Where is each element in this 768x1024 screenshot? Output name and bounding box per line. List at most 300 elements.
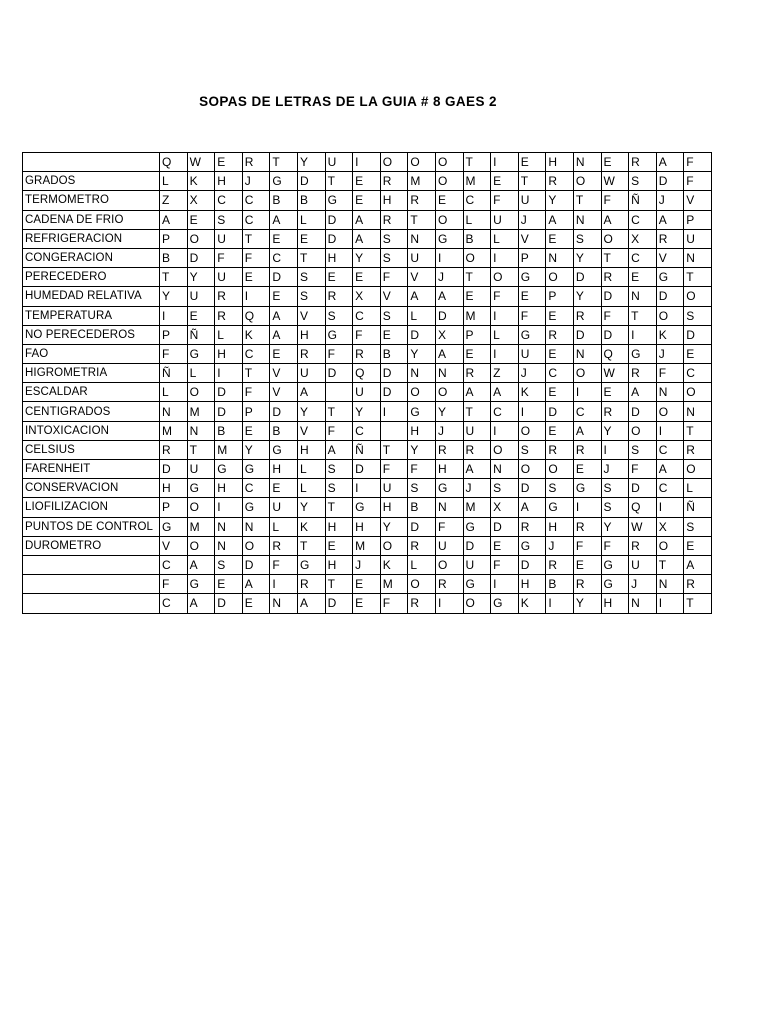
letter-cell: J (518, 210, 546, 229)
letter-cell: D (546, 402, 574, 421)
letter-cell: C (242, 479, 270, 498)
letter-cell: G (187, 344, 215, 363)
letter-cell: E (325, 536, 353, 555)
letter-cell: H (601, 594, 629, 613)
letter-cell: O (684, 287, 712, 306)
letter-cell: E (518, 287, 546, 306)
grid-row (23, 402, 712, 421)
letter-cell: J (629, 575, 657, 594)
letter-cell: P (518, 248, 546, 267)
letter-cell: G (270, 172, 298, 191)
letter-cell: T (601, 248, 629, 267)
letter-cell: T (684, 268, 712, 287)
grid-row (23, 191, 712, 210)
letter-cell: D (215, 402, 243, 421)
letter-cell: Y (573, 287, 601, 306)
letter-cell: I (353, 479, 381, 498)
word-list-cell: ESCALDAR (23, 383, 160, 402)
letter-cell: F (353, 325, 381, 344)
letter-cell: P (463, 325, 491, 344)
letter-cell: N (187, 421, 215, 440)
letter-cell: U (518, 344, 546, 363)
letter-cell (325, 383, 353, 402)
letter-cell: Q (160, 153, 188, 172)
letter-cell: V (656, 248, 684, 267)
letter-cell: G (518, 536, 546, 555)
letter-cell: M (463, 306, 491, 325)
letter-cell: A (463, 383, 491, 402)
letter-cell: E (353, 268, 381, 287)
letter-cell: S (380, 229, 408, 248)
letter-cell: T (297, 248, 325, 267)
letter-cell: O (435, 210, 463, 229)
letter-cell: F (325, 421, 353, 440)
letter-cell: I (601, 440, 629, 459)
letter-cell: G (160, 517, 188, 536)
letter-cell: G (546, 498, 574, 517)
letter-cell: I (242, 287, 270, 306)
letter-cell: D (187, 248, 215, 267)
letter-cell: I (160, 306, 188, 325)
letter-cell: R (601, 402, 629, 421)
letter-cell: T (408, 210, 436, 229)
letter-cell: E (215, 153, 243, 172)
letter-cell: L (160, 383, 188, 402)
letter-cell: O (435, 172, 463, 191)
letter-cell: O (656, 306, 684, 325)
letter-cell: R (215, 287, 243, 306)
letter-cell: N (573, 344, 601, 363)
grid-row (23, 364, 712, 383)
letter-cell: B (408, 498, 436, 517)
letter-cell: V (297, 306, 325, 325)
word-list-cell: PUNTOS DE CONTROL (23, 517, 160, 536)
letter-cell: R (325, 287, 353, 306)
letter-cell: R (684, 440, 712, 459)
letter-cell: N (408, 229, 436, 248)
letter-cell: U (463, 421, 491, 440)
letter-cell: A (629, 383, 657, 402)
letter-cell: J (463, 479, 491, 498)
letter-cell: D (491, 517, 519, 536)
letter-cell: M (353, 536, 381, 555)
letter-cell: C (215, 191, 243, 210)
letter-cell: K (656, 325, 684, 344)
letter-cell: O (518, 460, 546, 479)
letter-cell: N (684, 402, 712, 421)
letter-cell: U (491, 210, 519, 229)
letter-cell: R (573, 517, 601, 536)
letter-cell: H (297, 325, 325, 344)
letter-cell: K (380, 555, 408, 574)
letter-cell: R (408, 536, 436, 555)
letter-cell: U (270, 498, 298, 517)
word-list-cell (23, 575, 160, 594)
letter-cell: O (463, 594, 491, 613)
letter-cell: D (656, 287, 684, 306)
letter-cell: E (270, 344, 298, 363)
letter-cell: C (160, 555, 188, 574)
letter-cell: D (518, 555, 546, 574)
letter-cell: I (491, 153, 519, 172)
letter-cell: A (160, 210, 188, 229)
letter-cell: C (242, 344, 270, 363)
letter-cell: G (435, 229, 463, 248)
word-list-cell (23, 555, 160, 574)
letter-cell: S (629, 172, 657, 191)
letter-cell: G (463, 575, 491, 594)
word-list-cell: CELSIUS (23, 440, 160, 459)
letter-cell: D (325, 229, 353, 248)
letter-cell: D (601, 287, 629, 306)
letter-cell: E (491, 536, 519, 555)
letter-cell: R (270, 536, 298, 555)
letter-cell: R (242, 153, 270, 172)
letter-cell: E (463, 287, 491, 306)
letter-cell: N (435, 498, 463, 517)
letter-cell: Y (160, 287, 188, 306)
letter-cell: E (629, 268, 657, 287)
letter-cell: R (215, 306, 243, 325)
letter-cell: X (491, 498, 519, 517)
letter-cell: B (463, 229, 491, 248)
letter-cell: E (270, 287, 298, 306)
grid-row (23, 325, 712, 344)
letter-cell: G (325, 191, 353, 210)
letter-cell: D (215, 594, 243, 613)
letter-cell: U (463, 555, 491, 574)
letter-cell: L (215, 325, 243, 344)
letter-cell: F (491, 191, 519, 210)
letter-cell: T (684, 421, 712, 440)
letter-cell: E (242, 421, 270, 440)
letter-cell: G (242, 460, 270, 479)
letter-cell: R (573, 575, 601, 594)
letter-cell: B (215, 421, 243, 440)
letter-cell: N (656, 575, 684, 594)
letter-cell: D (380, 364, 408, 383)
letter-cell: T (297, 536, 325, 555)
word-list-cell: FAO (23, 344, 160, 363)
letter-cell: E (546, 344, 574, 363)
letter-cell: Y (380, 517, 408, 536)
grid-row (23, 460, 712, 479)
letter-cell: G (463, 517, 491, 536)
letter-cell: D (353, 460, 381, 479)
letter-cell: R (463, 440, 491, 459)
letter-cell: W (601, 364, 629, 383)
letter-cell: O (601, 229, 629, 248)
letter-cell: Y (297, 402, 325, 421)
letter-cell: V (380, 287, 408, 306)
letter-cell: D (325, 210, 353, 229)
letter-cell: T (380, 440, 408, 459)
letter-cell: G (270, 440, 298, 459)
letter-cell: R (629, 364, 657, 383)
letter-cell: R (546, 172, 574, 191)
word-list-cell: TEMPERATURA (23, 306, 160, 325)
letter-cell: F (601, 306, 629, 325)
letter-cell: S (325, 306, 353, 325)
letter-cell: Z (491, 364, 519, 383)
letter-cell: Y (297, 153, 325, 172)
grid-row (23, 248, 712, 267)
letter-cell: I (656, 594, 684, 613)
grid-row (23, 555, 712, 574)
grid-row (23, 421, 712, 440)
letter-cell: Q (242, 306, 270, 325)
letter-cell: A (270, 325, 298, 344)
letter-cell: E (435, 191, 463, 210)
letter-cell: G (573, 479, 601, 498)
letter-cell: O (573, 364, 601, 383)
letter-cell: O (518, 421, 546, 440)
letter-cell: T (325, 172, 353, 191)
letter-cell: S (297, 268, 325, 287)
grid-row (23, 287, 712, 306)
letter-cell: E (380, 325, 408, 344)
letter-cell: V (270, 364, 298, 383)
letter-cell: G (601, 575, 629, 594)
letter-cell: O (435, 153, 463, 172)
letter-cell: P (160, 325, 188, 344)
letter-cell: W (629, 517, 657, 536)
letter-cell: H (215, 344, 243, 363)
grid-row (23, 383, 712, 402)
grid-row (23, 229, 712, 248)
letter-cell: F (380, 268, 408, 287)
letter-cell: O (187, 229, 215, 248)
letter-cell: D (656, 172, 684, 191)
letter-cell: N (160, 402, 188, 421)
letter-cell: H (215, 172, 243, 191)
letter-cell: V (160, 536, 188, 555)
letter-cell: A (656, 210, 684, 229)
letter-cell: S (629, 440, 657, 459)
letter-cell: Y (353, 248, 381, 267)
letter-cell: T (629, 306, 657, 325)
letter-cell: A (684, 555, 712, 574)
letter-cell: U (187, 287, 215, 306)
letter-cell: C (656, 440, 684, 459)
letter-cell: A (518, 498, 546, 517)
word-list-cell: FARENHEIT (23, 460, 160, 479)
letter-cell: A (325, 440, 353, 459)
letter-cell: D (270, 268, 298, 287)
letter-cell: R (380, 210, 408, 229)
letter-cell: I (353, 153, 381, 172)
letter-cell: I (435, 248, 463, 267)
letter-cell: B (270, 421, 298, 440)
letter-cell: F (435, 517, 463, 536)
letter-cell: N (408, 364, 436, 383)
letter-cell: P (242, 402, 270, 421)
word-list-cell: PERECEDERO (23, 268, 160, 287)
letter-cell: Ñ (629, 191, 657, 210)
letter-cell: F (380, 460, 408, 479)
letter-cell: J (656, 191, 684, 210)
letter-cell: S (325, 479, 353, 498)
letter-cell: L (463, 210, 491, 229)
letter-cell: P (684, 210, 712, 229)
word-list-cell: HUMEDAD RELATIVA (23, 287, 160, 306)
letter-cell: S (408, 479, 436, 498)
letter-cell: E (573, 460, 601, 479)
letter-cell: R (297, 344, 325, 363)
letter-cell: G (601, 555, 629, 574)
letter-cell: V (684, 191, 712, 210)
letter-cell: H (297, 440, 325, 459)
letter-cell: C (160, 594, 188, 613)
letter-cell: E (546, 306, 574, 325)
letter-cell: P (160, 498, 188, 517)
letter-cell: T (463, 268, 491, 287)
letter-cell: G (435, 479, 463, 498)
letter-cell: V (270, 383, 298, 402)
letter-cell: J (601, 460, 629, 479)
letter-cell: F (380, 594, 408, 613)
letter-cell: W (601, 172, 629, 191)
letter-cell: H (408, 421, 436, 440)
letter-cell: U (353, 383, 381, 402)
letter-cell: Y (408, 344, 436, 363)
letter-cell: I (518, 402, 546, 421)
word-list-cell (23, 153, 160, 172)
letter-cell: U (408, 248, 436, 267)
letter-cell: S (380, 306, 408, 325)
letter-cell: E (353, 172, 381, 191)
letter-cell: R (601, 268, 629, 287)
letter-cell: D (270, 402, 298, 421)
letter-cell: C (270, 248, 298, 267)
letter-cell: M (380, 575, 408, 594)
letter-cell: O (491, 440, 519, 459)
letter-cell: H (325, 248, 353, 267)
letter-cell: C (353, 306, 381, 325)
word-list-cell (23, 594, 160, 613)
letter-cell: S (684, 306, 712, 325)
letter-cell: P (160, 229, 188, 248)
letter-cell: O (408, 575, 436, 594)
grid-row (23, 440, 712, 459)
letter-cell: R (546, 325, 574, 344)
letter-cell: R (297, 575, 325, 594)
letter-cell: R (463, 364, 491, 383)
grid-row (23, 536, 712, 555)
letter-cell: L (187, 364, 215, 383)
letter-cell: I (380, 402, 408, 421)
letter-cell: U (380, 479, 408, 498)
letter-cell: A (656, 460, 684, 479)
letter-cell: O (187, 383, 215, 402)
letter-cell: T (463, 402, 491, 421)
letter-cell: R (380, 172, 408, 191)
letter-cell: R (435, 440, 463, 459)
letter-cell: Y (601, 517, 629, 536)
letter-cell: I (656, 421, 684, 440)
letter-cell: S (297, 287, 325, 306)
letter-cell: G (518, 325, 546, 344)
letter-cell: C (573, 402, 601, 421)
letter-cell: C (353, 421, 381, 440)
letter-cell: J (353, 555, 381, 574)
letter-cell: J (518, 364, 546, 383)
letter-cell: F (573, 536, 601, 555)
letter-cell: B (297, 191, 325, 210)
letter-cell: O (380, 536, 408, 555)
letter-cell: F (491, 555, 519, 574)
letter-cell: D (297, 172, 325, 191)
letter-cell: N (573, 153, 601, 172)
letter-cell: F (408, 460, 436, 479)
letter-cell: J (435, 268, 463, 287)
letter-cell: H (435, 460, 463, 479)
letter-cell: E (573, 555, 601, 574)
letter-cell: H (215, 479, 243, 498)
letter-cell: D (601, 325, 629, 344)
letter-cell: E (187, 210, 215, 229)
letter-cell: A (297, 383, 325, 402)
letter-cell: Ñ (684, 498, 712, 517)
letter-cell: S (601, 479, 629, 498)
letter-cell: T (463, 153, 491, 172)
letter-cell: O (408, 153, 436, 172)
letter-cell: G (297, 555, 325, 574)
letter-cell: F (242, 383, 270, 402)
letter-cell: M (215, 440, 243, 459)
letter-cell: L (297, 460, 325, 479)
letter-cell: R (546, 555, 574, 574)
letter-cell: R (435, 575, 463, 594)
letter-cell: X (353, 287, 381, 306)
letter-cell: J (242, 172, 270, 191)
letter-cell: N (629, 594, 657, 613)
letter-cell: E (601, 383, 629, 402)
letter-cell: U (629, 555, 657, 574)
letter-cell: A (187, 555, 215, 574)
letter-cell: C (656, 479, 684, 498)
letter-cell: F (160, 575, 188, 594)
letter-cell: S (215, 555, 243, 574)
letter-cell: R (546, 440, 574, 459)
letter-cell: F (242, 248, 270, 267)
letter-cell: G (187, 575, 215, 594)
letter-cell: I (573, 383, 601, 402)
letter-cell: E (546, 421, 574, 440)
grid-row (23, 594, 712, 613)
letter-cell: M (187, 402, 215, 421)
letter-cell: E (242, 594, 270, 613)
letter-cell: D (573, 325, 601, 344)
letter-cell: O (187, 498, 215, 517)
letter-cell: C (684, 364, 712, 383)
word-list-cell: NO PERECEDEROS (23, 325, 160, 344)
letter-cell: S (380, 248, 408, 267)
letter-cell: D (215, 383, 243, 402)
letter-cell: S (325, 460, 353, 479)
letter-cell: D (518, 479, 546, 498)
letter-cell: D (408, 325, 436, 344)
letter-cell: C (463, 191, 491, 210)
letter-cell: U (215, 268, 243, 287)
letter-cell: R (518, 517, 546, 536)
letter-cell: C (546, 364, 574, 383)
letter-cell: E (684, 536, 712, 555)
word-list-cell: LIOFILIZACION (23, 498, 160, 517)
letter-cell: L (160, 172, 188, 191)
letter-cell: A (353, 210, 381, 229)
letter-cell: A (491, 383, 519, 402)
